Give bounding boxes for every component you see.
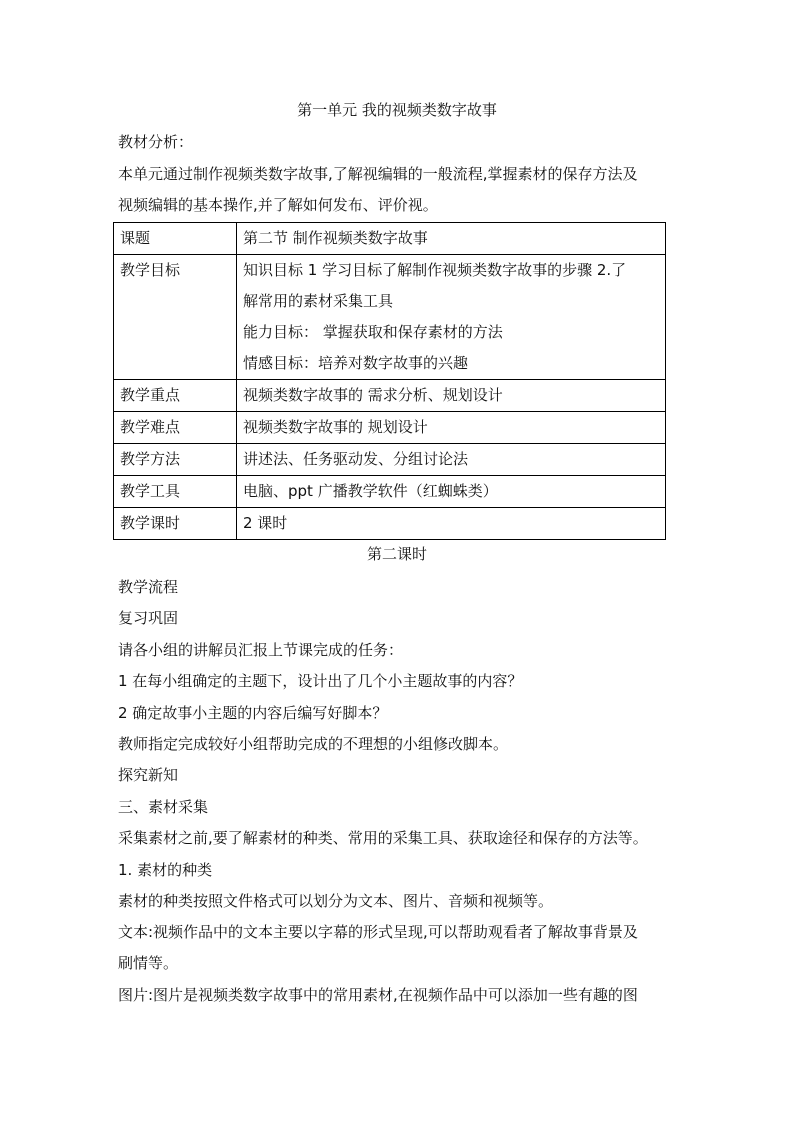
body-line: 复习巩固 (118, 609, 179, 627)
row-value: 视频类数字故事的 需求分析、规划设计 (237, 380, 666, 412)
table-row (114, 223, 666, 255)
table-row (114, 476, 666, 508)
body-line: 刷情等。 (118, 954, 179, 972)
body-line: 文本:视频作品中的文本主要以字幕的形式呈现,可以帮助观看者了解故事背景及 (118, 923, 638, 941)
body-line: 采集素材之前,要了解素材的种类、常用的采集工具、获取途径和保存的方法等。 (118, 829, 648, 847)
body-line: 三、素材采集 (118, 798, 209, 816)
body-line: 请各小组的讲解员汇报上节课完成的任务： (118, 641, 404, 659)
body-line: 教学流程 (118, 578, 179, 596)
lesson-info-table (113, 222, 666, 540)
row-label: 教学重点 (114, 380, 237, 412)
table-row (114, 412, 666, 444)
table-row (114, 508, 666, 540)
table-row (114, 444, 666, 476)
analysis-paragraph-line: 本单元通过制作视频类数字故事,了解视编辑的一般流程,掌握素材的保存方法及 (118, 165, 638, 183)
goal-line: 知识目标 1 学习目标了解制作视频类数字故事的步骤 2.了 (243, 261, 627, 279)
row-value-goals (237, 255, 666, 380)
page-title: 第一单元 我的视频类数字故事 (297, 101, 497, 119)
table-row (114, 380, 666, 412)
body-line: 素材的种类按照文件格式可以划分为文本、图片、音频和视频等。 (118, 892, 554, 910)
table-row (114, 255, 666, 380)
goal-line: 能力目标： 掌握获取和保存素材的方法 (243, 323, 503, 341)
row-value: 2 课时 (237, 508, 666, 540)
row-label: 教学难点 (114, 412, 237, 444)
row-value: 视频类数字故事的 规划设计 (237, 412, 666, 444)
row-value: 电脑、ppt 广播教学软件（红蜘蛛类） (237, 476, 666, 508)
row-value: 第二节 制作视频类数字故事 (237, 223, 666, 255)
row-label: 教学方法 (114, 444, 237, 476)
row-label: 教学工具 (114, 476, 237, 508)
body-line: 1 在每小组确定的主题下，设计出了几个小主题故事的内容？ (118, 672, 523, 690)
row-label: 课题 (114, 223, 237, 255)
body-line: 图片:图片是视频类数字故事中的常用素材,在视频作品中可以添加一些有趣的图 (118, 986, 638, 1004)
body-line: 教师指定完成较好小组帮助完成的不理想的小组修改脚本。 (118, 735, 509, 753)
body-line: 探究新知 (118, 766, 179, 784)
body-line: 1. 素材的种类 (118, 861, 213, 879)
analysis-heading: 教材分析： (118, 133, 194, 151)
goal-line: 解常用的素材采集工具 (243, 292, 394, 310)
body-line: 2 确定故事小主题的内容后编写好脚本？ (118, 704, 388, 722)
row-value: 讲述法、任务驱动发、分组讨论法 (237, 444, 666, 476)
analysis-paragraph-line: 视频编辑的基本操作,并了解如何发布、评价视。 (118, 196, 438, 214)
goal-line: 情感目标：培养对数字故事的兴趣 (243, 354, 469, 372)
row-label: 教学课时 (114, 508, 237, 540)
row-label: 教学目标 (114, 255, 237, 380)
section-title: 第二课时 (366, 545, 427, 563)
